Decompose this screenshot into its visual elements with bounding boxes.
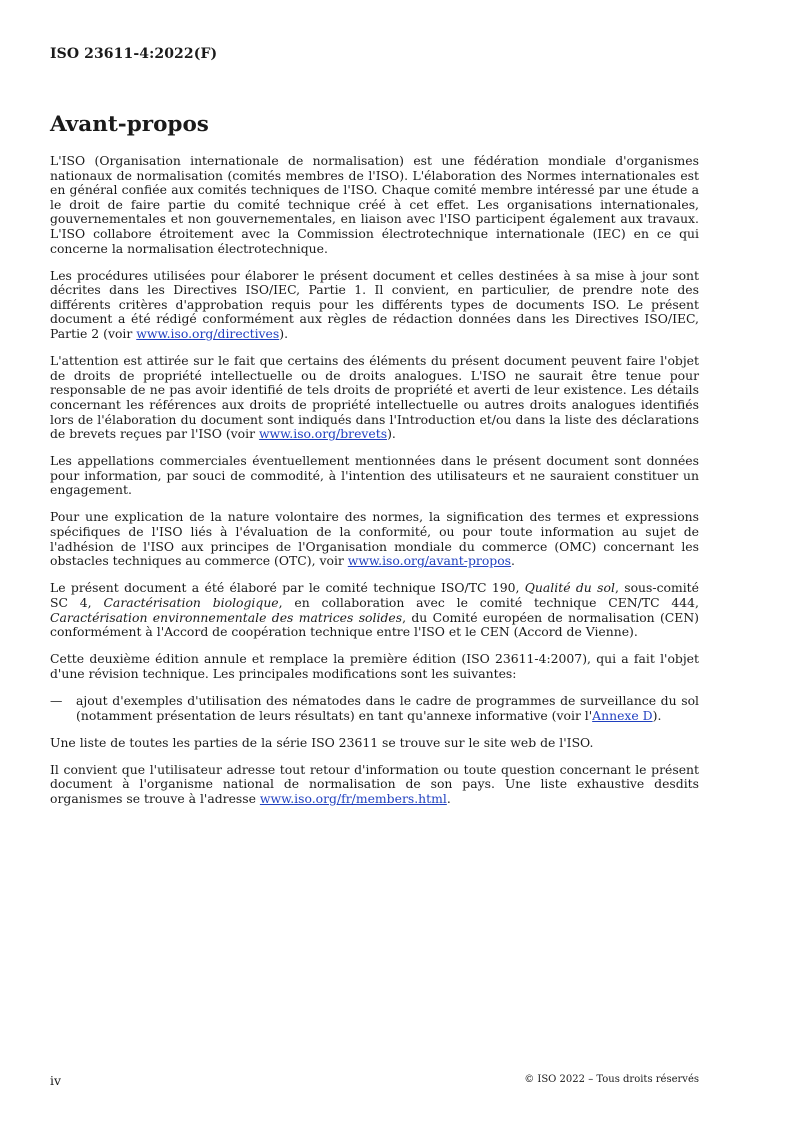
paragraph-patents <box>50 354 699 442</box>
annexe-d-link[interactable]: Annexe D <box>592 707 653 723</box>
paragraph-edition: Cette deuxième édition annule et remplace la première édition (ISO 23611-4:2007), qui a fait l'objet d'une révision technique. Les principales modifications sont les suivantes: <box>50 651 699 681</box>
copyright-notice: © ISO 2022 – Tous droits réservés <box>524 1074 699 1085</box>
dash-bullet: — <box>50 692 63 708</box>
paragraph-feedback <box>50 763 699 807</box>
italic-text: Caractérisation biologique <box>103 594 279 610</box>
text-span: . <box>446 790 451 806</box>
text-span: L'attention est attirée sur le fait que certains des éléments du présent document peuvent faire l'objet de droits de propriété intellectuelle ou de droits analogues. L'ISO ne saurait être tenue pour responsable de ne pas avoir identifié de tels droits de propriété et averti de leur existence. Les détails concernant les références aux droits de propriété intellectuelle ou autres droits analogues identifiés lors de l'élaboration du document sont indiqués dans l'Introduction et/ou dans la liste des déclarations de brevets reçues par l'ISO (voir <box>50 353 699 442</box>
list-item <box>50 694 699 723</box>
members-link[interactable]: www.iso.org/fr/members.html <box>259 790 447 806</box>
text-span: . <box>511 553 515 569</box>
text-span: ajout d'exemples d'utilisation des nématodes dans le cadre de programmes de surveillance du sol (notamment présentation de leurs résultats) en tant qu'annexe informative (voir l' <box>76 692 699 723</box>
paragraph-committee <box>50 581 699 639</box>
text-span: ). <box>652 707 662 723</box>
italic-text: Qualité du sol <box>524 580 615 596</box>
directives-link[interactable]: www.iso.org/directives <box>136 326 280 342</box>
avant-propos-link[interactable]: www.iso.org/avant-propos <box>347 553 512 569</box>
paragraph-trade-names: Les appellations commerciales éventuellement mentionnées dans le présent document sont données pour information, par souci de commodité, à l'intention des utilisateurs et ne sauraient constituer un engagement. <box>50 453 699 498</box>
text-span: Il convient que l'utilisateur adresse tout retour d'information ou toute question concernant le présent document à l'organisme national de normalisation de son pays. Une liste exhaustive desdits organismes se trouve à l'adresse <box>50 761 699 806</box>
paragraph-iso-intro: L'ISO (Organisation internationale de normalisation) est une fédération mondiale d'organismes nationaux de normalisation (comités membres de l'ISO). L'élaboration des Normes internationales est en général confiée aux comités techniques de l'ISO. Chaque comité membre intéressé par une étude a le droit de faire partie du comité technique créé à cet effet. Les organisations internationales, gouvernementales et non gouvernementales, en liaison avec l'ISO participent également aux travaux. L'ISO collabore étroitement avec la Commission électrotechnique internationale (IEC) en ce qui concerne la normalisation électrotechnique. <box>50 153 699 256</box>
page-title: Avant-propos <box>50 112 209 137</box>
text-span: Pour une explication de la nature volontaire des normes, la signification des termes et expressions spécifiques de l'ISO liés à l'évaluation de la conformité, ou pour toute information au sujet de l'adhésion de l'ISO aux principes de l'Organisation mondiale du commerce (OMC) concernant les obstacles techniques au commerce (OTC), voir <box>50 509 699 569</box>
paragraph-voluntary-nature <box>50 510 699 568</box>
foreword-body <box>50 154 699 819</box>
page-number: iv <box>50 1073 61 1088</box>
text-span: ). <box>387 426 396 442</box>
paragraph-series-list: Une liste de toutes les parties de la série ISO 23611 se trouve sur le site web de l'ISO. <box>50 734 594 750</box>
text-span: ). <box>279 326 289 342</box>
text-span: , sous-comité SC 4, <box>50 580 699 610</box>
text-span: Les procédures utilisées pour élaborer le présent document et celles destinées à sa mise à jour sont décrites dans les Directives ISO/IEC, Partie 1. Il convient, en particulier, de prendre note des différents critères d'approbation requis pour les différents types de documents ISO. Le présent document a été rédigé conformément aux règles de rédaction données dans les Directives ISO/IEC, Partie 2 (voir <box>50 267 699 342</box>
document-id-header: ISO 23611-4:2022(F) <box>50 46 218 62</box>
text-span: , du Comité européen de normalisation (CEN) conformément à l'Accord de coopération technique entre l'ISO et le CEN (Accord de Vienne). <box>50 609 700 640</box>
italic-text: Caractérisation environnementale des matrices solides <box>50 609 403 625</box>
text-span: Le présent document a été élaboré par le comité technique ISO/TC 190, <box>50 580 525 596</box>
text-span: , en collaboration avec le comité technique CEN/TC 444, <box>278 594 699 610</box>
paragraph-procedures <box>50 269 699 342</box>
brevets-link[interactable]: www.iso.org/brevets <box>258 426 388 442</box>
list-item-text <box>76 694 699 723</box>
